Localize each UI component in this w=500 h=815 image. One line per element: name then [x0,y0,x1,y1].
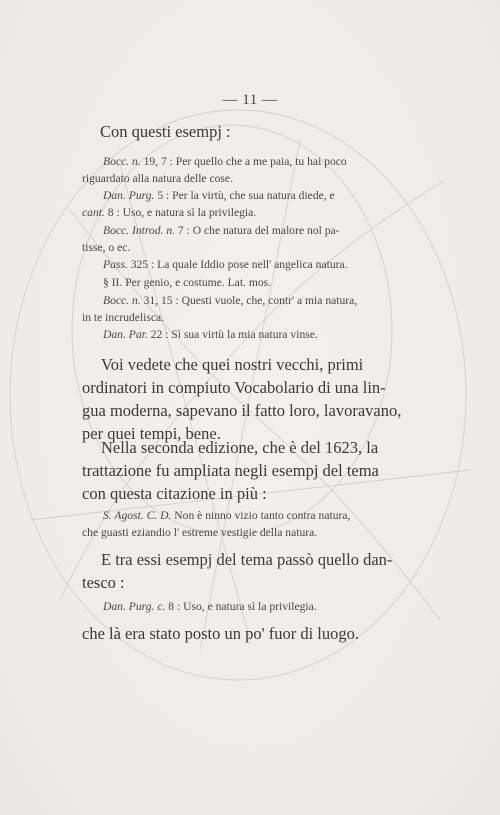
quote-line: S. Agost. C. D. Non è ninno vizio tanto contra natura, [103,509,351,522]
quote-line: Bocc. n. 19, 7 : Per quello che a me paia, tu hai poco [103,155,347,168]
paragraph-line: gua moderna, sapevano il fatto loro, lavoravano, [82,401,402,420]
paragraph-line: ordinatori in compiuto Vocabolario di una lin- [82,378,386,397]
paragraph-line: con questa citazione in più : [82,484,267,503]
quote-line: riguardato alla natura delle cose. [82,172,233,185]
quote-line: Bocc. n. 31, 15 : Questi vuole, che, contr' a mia natura, [103,294,358,307]
quote-line: § II. Per genio, e costume. Lat. mos. [103,276,272,289]
quote-line: Bocc. Introd. n. 7 : O che natura del malore nol pa- [103,224,340,237]
paragraph-line: trattazione fu ampliata negli esempj del tema [82,461,379,480]
heading: Con questi esempj : [100,122,231,141]
quote-line: Dan. Purg. c. 8 : Uso, e natura sì la privilegia. [103,600,317,613]
page-number: — 11 — [222,92,278,108]
quote-line: Pass. 325 : La quale Iddio pose nell' angelica natura. [103,258,348,271]
quote-line: Dan. Purg. 5 : Per la virtù, che sua natura diede, e [103,189,335,202]
paragraph-line: che là era stato posto un po' fuor di luogo. [82,624,359,643]
paragraph-line: Nella seconda edizione, che è del 1623, la [101,438,379,457]
quote-line: tisse, o ec. [82,241,131,254]
quote-line: cant. 8 : Uso, e natura sì la privilegia. [82,206,257,219]
quote-line: in te incrudelisca. [82,311,165,324]
paragraph-line: Voi vedete che quei nostri vecchi, primi [101,355,364,374]
paragraph-line: E tra essi esempj del tema passò quello dan- [101,550,393,569]
paragraph-line: per quei tempi, bene. [82,424,221,443]
quote-line: che guasti eziandio l' estreme vestigie della natura. [82,526,318,539]
paragraph-line: tesco : [82,573,125,592]
quote-line: Dan. Par. 22 : Sì sua virtù la mia natura vinse. [103,328,318,341]
